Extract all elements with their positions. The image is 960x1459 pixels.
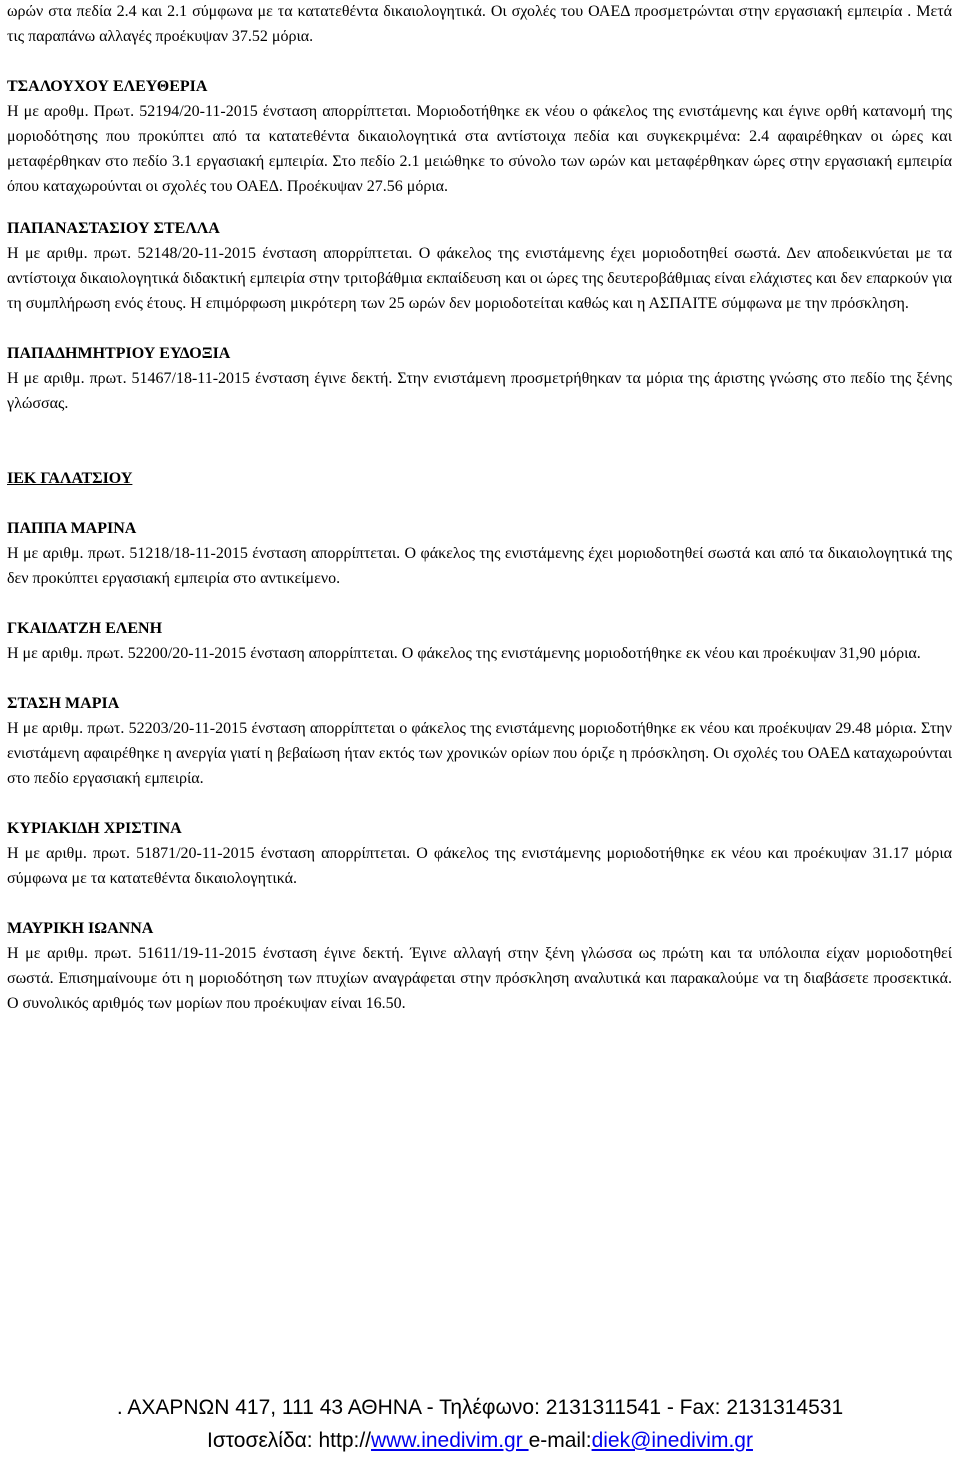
entry-name: ΠΑΠΑΝΑΣΤΑΣΙΟΥ ΣΤΕΛΛΑ bbox=[7, 220, 220, 237]
entry-text: Η με αριθμ. πρωτ. 51871/20-11-2015 ένσταση απορρίπτεται. Ο φάκελος της ενιστάμενης μοριοδοτήθηκε εκ νέου και προέκυψαν 31.17 μόρια σύμφωνα με τα κατατεθέντα δικαιολογητικά. bbox=[7, 845, 952, 887]
entry-name: ΤΣΑΛΟΥΧΟΥ ΕΛΕΥΘΕΡΙΑ bbox=[7, 78, 208, 95]
entry-name: ΜΑΥΡΙΚΗ ΙΩΑΝΝΑ bbox=[7, 920, 154, 937]
footer-address bbox=[0, 1395, 960, 1421]
email-link[interactable]: diek@inedivim.gr bbox=[591, 1429, 753, 1452]
entry-name: ΠΑΠΠΑ ΜΑΡΙΝΑ bbox=[7, 520, 137, 537]
entry-text: Η με αριθμ. πρωτ. 52200/20-11-2015 ένσταση απορρίπτεται. Ο φάκελος της ενιστάμενης μοριοδοτήθηκε εκ νέου και προέκυψαν 31,90 μόρια. bbox=[7, 645, 921, 662]
entry-kyriakidi bbox=[7, 816, 952, 891]
entry-name: ΣΤΑΣΗ ΜΑΡΙΑ bbox=[7, 695, 120, 712]
entry-papadimitriou bbox=[7, 341, 952, 416]
entry-text: Η με αριθμ. πρωτ. 51218/18-11-2015 ένσταση απορρίπτεται. Ο φάκελος της ενιστάμενης έχει μοριοδοτηθεί σωστά και από τα δικαιολογητικά της δεν προκύπτει εργασιακή εμπειρία στο αντικείμενο. bbox=[7, 545, 952, 587]
entry-papanastasiou bbox=[7, 216, 952, 316]
entry-text: Η με αροθμ. Πρωτ. 52194/20-11-2015 ένσταση απορρίπτεται. Μοριοδοτήθηκε εκ νέου ο φάκελος της ενιστάμενης και έγινε ορθή κατανομή της μοριοδότησης που προκύπτει από τα κατατεθέντα δικαιολογητικά στα αντίστοιχα πεδία και συγκεκριμένα: 2.4 αφαιρέθηκαν οι ώρες και μεταφέρθηκαν στο πεδίο 3.1 εργασιακή εμπειρία. Στο πεδίο 2.1 μειώθηκε το σύνολο των ωρών και μεταφέρθηκαν ώρες στην εργασιακή εμπειρία όπου καταχωρούνται οι σχολές του ΟΑΕΔ. Προέκυψαν 27.56 μόρια. bbox=[7, 103, 952, 195]
entry-text: Η με αριθμ. πρωτ. 52148/20-11-2015 ένσταση απορρίπτεται. Ο φάκελος της ενιστάμενης έχει μοριοδοτηθεί σωστά. Δεν αποδεικνύεται με τα αντίστοιχα δικαιολογητικά διδακτική εμπειρία στην τριτοβάθμια εκπαίδευση και οι ώρες της δευτεροβάθμιας είναι ελάχιστες και δεν επαρκούν για τη συμπλήρωση ενός έτους. Η επιμόρφωση μικρότερη των 25 ωρών δεν μοριοδοτείται καθώς και η ΑΣΠΑΙΤΕ σύμφωνα με την πρόσκληση. bbox=[7, 245, 952, 312]
entry-name: ΓΚΑΙΔΑΤΖΗ ΕΛΕΝΗ bbox=[7, 620, 163, 637]
entry-name: ΠΑΠΑΔΗΜΗΤΡΙΟΥ ΕΥΔΟΞΙΑ bbox=[7, 345, 231, 362]
email-label: e-mail: bbox=[528, 1429, 592, 1452]
entry-stasi bbox=[7, 691, 952, 791]
entry-text: Η με αριθμ. πρωτ. 51611/19-11-2015 ένσταση έγινε δεκτή. Έγινε αλλαγή στην ξένη γλώσσα ως πρώτη και τα υπόλοιπα είχαν μοριοδοτηθεί σωστά. Επισημαίνουμε ότι η μοριοδότηση των πτυχίων αναγράφεται στην πρόσκληση αναλυτικά και παρακαλούμε να τη διαβάσετε προσεκτικά. Ο συνολικός αριθμός των μορίων που προέκυψαν είναι 16.50. bbox=[7, 945, 952, 1012]
website-label: Ιστοσελίδα: http:// bbox=[207, 1429, 372, 1452]
entry-mavriki bbox=[7, 916, 952, 1016]
footer-contact bbox=[0, 1428, 960, 1454]
entry-text: Η με αριθμ. πρωτ. 52203/20-11-2015 ένσταση απορρίπτεται ο φάκελος της ενιστάμενης μοριοδοτήθηκε εκ νέου και προέκυψαν 29.48 μόρια. Στην ενιστάμενη αφαιρέθηκε η ανεργία γιατί η βεβαίωση ήταν εκτός των χρονικών ορίων που όριζε η πρόσκληση. Οι σχολές του ΟΑΕΔ καταχωρούνται στο πεδίο εργασιακή εμπειρία. bbox=[7, 720, 952, 787]
entry-name: ΚΥΡΙΑΚΙΔΗ ΧΡΙΣΤΙΝΑ bbox=[7, 820, 182, 837]
website-link[interactable]: www.inedivim.gr bbox=[371, 1429, 529, 1452]
entry-gkaidatzi bbox=[7, 616, 952, 666]
entry-pappa bbox=[7, 516, 952, 591]
entry-tsalouchou bbox=[7, 74, 952, 199]
footer-address-text: . ΑΧΑΡΝΩΝ 417, 111 43 ΑΘΗΝΑ - Τηλέφωνο: 2131311541 - Fax: 2131314531 bbox=[116, 1396, 844, 1419]
section-title-iek-galatsiou: ΙΕΚ ΓΑΛΑΤΣΙΟΥ bbox=[7, 470, 133, 487]
intro-paragraph: ωρών στα πεδία 2.4 και 2.1 σύμφωνα με τα κατατεθέντα δικαιολογητικά. Οι σχολές του ΟΑΕΔ προσμετρώνται στην εργασιακή εμπειρία . Μετά τις παραπάνω αλλαγές προέκυψαν 37.52 μόρια. bbox=[7, 3, 952, 45]
entry-text: Η με αριθμ. πρωτ. 51467/18-11-2015 ένσταση έγινε δεκτή. Στην ενιστάμενη προσμετρήθηκαν τα μόρια της άριστης γνώσης στο πεδίο της ξένης γλώσσας. bbox=[7, 370, 952, 412]
